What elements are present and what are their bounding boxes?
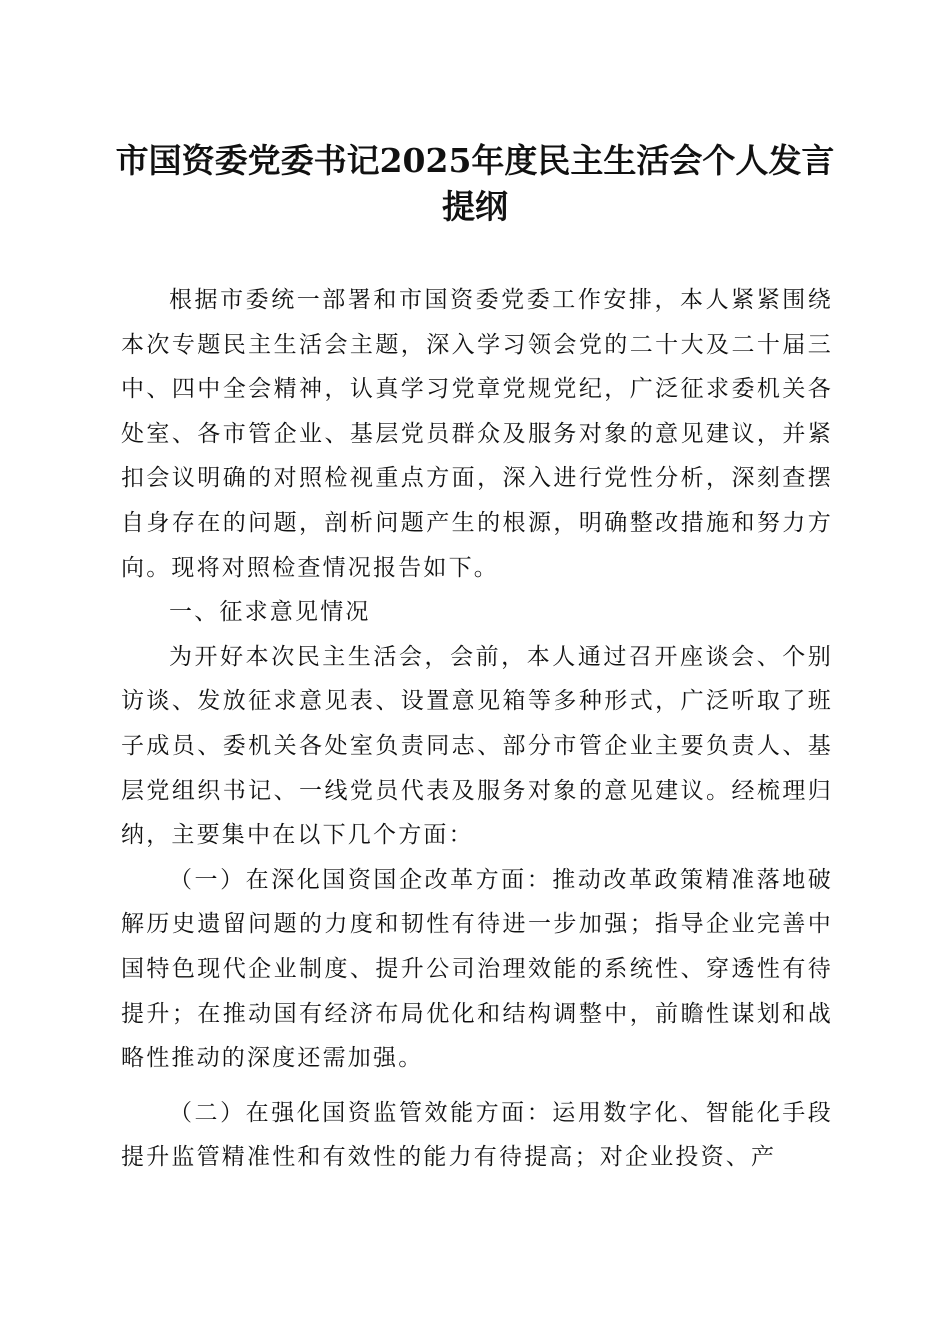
section-1-paragraph: 为开好本次民主生活会，会前，本人通过召开座谈会、个别访谈、发放征求意见表、设置意见箱等多种形式，广泛听取了班子成员、委机关各处室负责同志、部分市管企业主要负责人、基层党组织书记、一线党员代表及服务对象的意见建议。经梳理归纳，主要集中在以下几个方面： <box>121 643 833 849</box>
intro-paragraph: 根据市委统一部署和市国资委党委工作安排，本人紧紧围绕本次专题民主生活会主题，深入学习领会党的二十大及二十届三中、四中全会精神，认真学习党章党规党纪，广泛征求委机关各处室、各市管企业、基层党员群众及服务对象的意见建议，并紧扣会议明确的对照检视重点方面，深入进行党性分析，深刻查摆自身存在的问题，剖析问题产生的根源，明确整改措施和努力方向。现将对照检查情况报告如下。 <box>121 287 833 581</box>
opinion-item-1: （一）在深化国资国企改革方面：推动改革政策精准落地破解历史遗留问题的力度和韧性有待进一步加强；指导企业完善中国特色现代企业制度、提升公司治理效能的系统性、穿透性有待提升；在推动国有经济布局优化和结构调整中，前瞻性谋划和战略性推动的深度还需加强。 <box>121 866 833 1072</box>
document-title: 市国资委党委书记2025年度民主生活会个人发言提纲 <box>115 141 835 226</box>
document-body <box>121 278 833 1180</box>
section-heading-1: 一、征求意见情况 <box>169 599 371 626</box>
opinion-item-2: （二）在强化国资监管效能方面：运用数字化、智能化手段提升监管精准性和有效性的能力有待提高；对企业投资、产 <box>121 1099 833 1171</box>
